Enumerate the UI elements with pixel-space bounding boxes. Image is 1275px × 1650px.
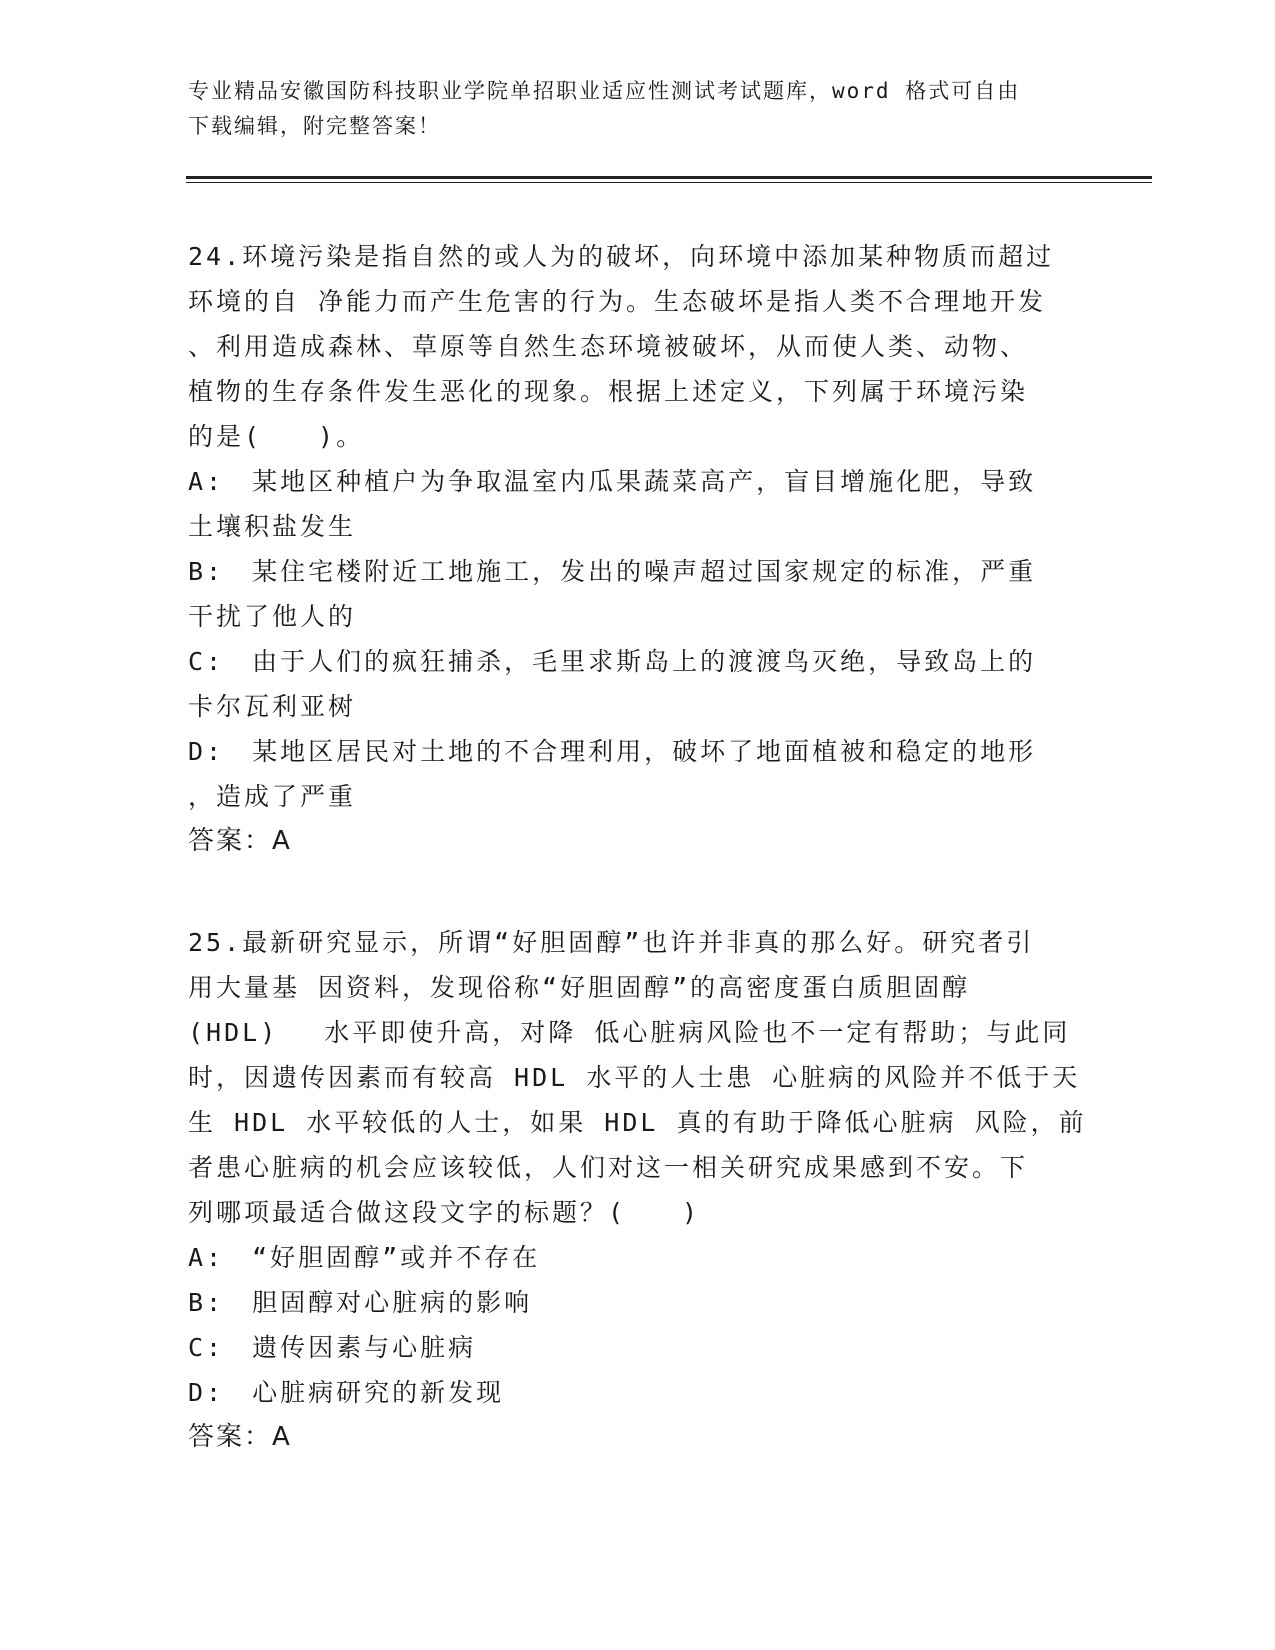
document-header bbox=[188, 74, 1088, 144]
option-a-line: 土壤积盐发生 bbox=[188, 512, 357, 541]
option-d-line: ，造成了严重 bbox=[188, 782, 357, 811]
header-divider-thin bbox=[186, 182, 1152, 183]
option-c-line: C: 由于人们的疯狂捕杀，毛里求斯岛上的渡渡鸟灭绝，导致岛上的 bbox=[188, 647, 1037, 676]
option-b-line: 干扰了他人的 bbox=[188, 602, 357, 631]
question-stem-line: 时，因遗传因素而有较高 HDL 水平的人士患 心脏病的风险并不低于天 bbox=[188, 1063, 1081, 1092]
option-c-line: C: 遗传因素与心脏病 bbox=[188, 1333, 477, 1362]
header-divider-thick bbox=[186, 176, 1152, 179]
question-stem-line: 25.最新研究显示，所谓“好胆固醇”也许并非真的那么好。研究者引 bbox=[188, 928, 1035, 957]
option-a-line: A: “好胆固醇”或并不存在 bbox=[188, 1243, 541, 1272]
question-stem-line: 生 HDL 水平较低的人士，如果 HDL 真的有助于降低心脏病 风险，前 bbox=[188, 1108, 1087, 1137]
question-stem-line: 者患心脏病的机会应该较低，人们对这一相关研究成果感到不安。下 bbox=[188, 1153, 1029, 1182]
option-d-line: D: 心脏病研究的新发现 bbox=[188, 1378, 505, 1407]
question-24 bbox=[188, 234, 1088, 864]
question-stem-line: 用大量基 因资料，发现俗称“好胆固醇”的高密度蛋白质胆固醇 bbox=[188, 973, 971, 1002]
question-stem-line: 24.环境污染是指自然的或人为的破坏，向环境中添加某种物质而超过 bbox=[188, 242, 1055, 271]
question-stem-line: 列哪项最适合做这段文字的标题？( ) bbox=[188, 1198, 701, 1227]
question-stem-line: 植物的生存条件发生恶化的现象。根据上述定义，下列属于环境污染 bbox=[188, 377, 1029, 406]
option-b-line: B: 某住宅楼附近工地施工，发出的噪声超过国家规定的标准，严重 bbox=[188, 557, 1037, 586]
option-d-line: D: 某地区居民对土地的不合理利用，破坏了地面植被和稳定的地形 bbox=[188, 737, 1037, 766]
header-line: 专业精品安徽国防科技职业学院单招职业适应性测试考试题库，word 格式可自由 bbox=[188, 79, 1021, 103]
answer-label: 答案：A bbox=[188, 826, 292, 856]
option-a-line: A: 某地区种植户为争取温室内瓜果蔬菜高产，盲目增施化肥，导致 bbox=[188, 467, 1037, 496]
question-stem-line: 环境的自 净能力而产生危害的行为。生态破坏是指人类不合理地开发 bbox=[188, 287, 1047, 316]
header-line: 下载编辑，附完整答案！ bbox=[188, 114, 441, 138]
question-stem-line: (HDL) 水平即使升高，对降 低心脏病风险也不一定有帮助；与此同 bbox=[188, 1018, 1071, 1047]
answer-label: 答案：A bbox=[188, 1422, 292, 1452]
question-stem-line: 、利用造成森林、草原等自然生态环境被破坏，从而使人类、动物、 bbox=[188, 332, 1029, 361]
option-b-line: B: 胆固醇对心脏病的影响 bbox=[188, 1288, 533, 1317]
question-stem-line: 的是( )。 bbox=[188, 422, 365, 451]
option-c-line: 卡尔瓦利亚树 bbox=[188, 692, 357, 721]
question-25 bbox=[188, 920, 1088, 1460]
